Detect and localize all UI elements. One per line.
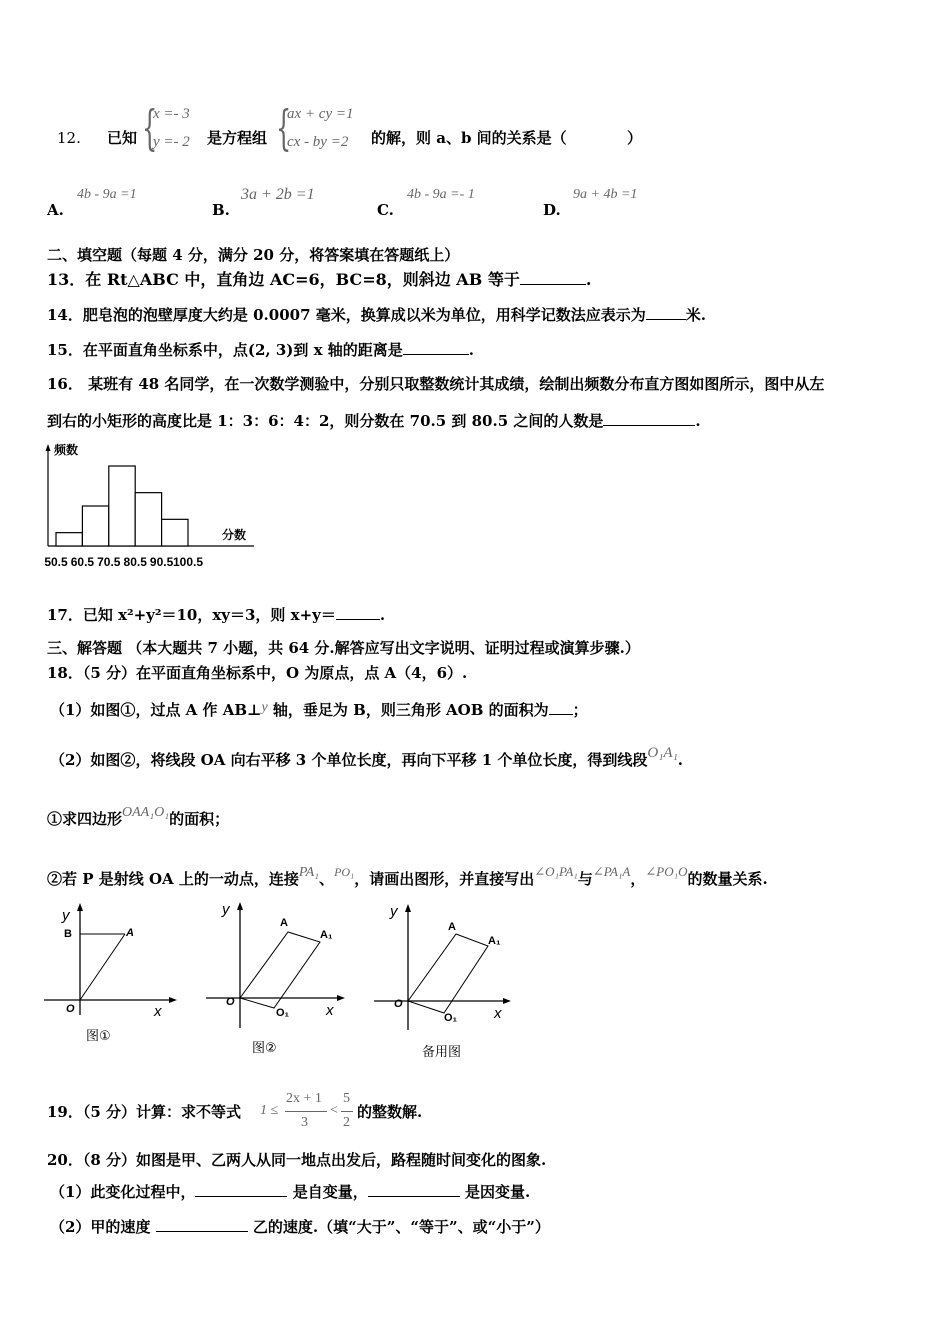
- histogram-chart: [30, 436, 270, 576]
- x-tick-label: 80.5: [123, 555, 147, 569]
- q18-c2-text-e: 的数量关系.: [687, 870, 768, 888]
- left-brace-2: {: [276, 100, 292, 156]
- histogram-bar: [135, 493, 161, 546]
- q20-p1-blank-2[interactable]: [368, 1182, 460, 1197]
- q18-p1-text-b: 轴，垂足为 B，则三角形 AOB 的面积为: [272, 701, 549, 719]
- q17-number: 17．: [47, 606, 83, 624]
- fig2-o1-label: O₁: [276, 1007, 290, 1019]
- q14-text: 肥皂泡的泡壁厚度大约是 0.0007 毫米，换算成以米为单位，用科学记数法应表示为: [82, 306, 646, 324]
- q12-number: 12.: [57, 129, 81, 147]
- q12-sys2-eq1: ax + cy =1: [287, 106, 354, 122]
- q12-pre: 已知: [107, 129, 138, 147]
- q16-line-1: 16． 某班有 48 名同学，在一次数学测验中，分别只取整数统计其成绩，绘制出频数分布直方图如图所示，图中从左: [47, 375, 825, 393]
- q18-c2-angle-2: ∠PA₁A: [592, 864, 631, 879]
- q18-c2-po1: PO₁: [334, 865, 355, 879]
- q18-c2-angle-3: ∠PO₁O: [645, 864, 688, 879]
- fig1-b-label: B: [64, 928, 72, 940]
- q18-part-2: [50, 743, 683, 770]
- q13-end: .: [585, 270, 592, 289]
- q20-p2-text-b: 乙的速度.（填“大于”、“等于”、或“小于”）: [252, 1218, 550, 1236]
- fig3-caption: 备用图: [422, 1044, 462, 1059]
- y-axis-arrow: [46, 444, 51, 451]
- fig3-a1-label: A₁: [488, 935, 501, 947]
- fig1-y-label: y: [62, 907, 70, 924]
- q12-close: ）: [627, 129, 643, 147]
- q12-post: 的解，则 a、b 间的关系是（: [371, 129, 567, 147]
- fig1-y-arrow: [77, 903, 83, 911]
- q19-fraction-bar-1: [285, 1111, 327, 1112]
- left-brace-1: {: [142, 100, 158, 156]
- q13-text: 在 Rt△ABC 中，直角边 AC=6，BC=8，则斜边 AB 等于: [85, 270, 520, 289]
- fig3-a-label: A: [448, 921, 456, 933]
- q19-fraction2-numerator: 5: [343, 1091, 350, 1106]
- option-d-label: D.: [543, 201, 561, 219]
- q18-p1-y: y: [261, 700, 268, 715]
- q19-fraction-numerator: 2x + 1: [286, 1091, 322, 1106]
- q19-fraction-bar-2: [341, 1111, 353, 1112]
- fig1-caption: 图①: [86, 1028, 111, 1043]
- q19-tail: 的整数解.: [357, 1103, 423, 1121]
- q16-end: .: [695, 412, 701, 430]
- q18-c1-quad: OAA₁O₁: [122, 805, 170, 820]
- fig1-x-arrow: [169, 997, 177, 1003]
- option-c-label: C.: [377, 201, 394, 219]
- q18-c2-text-d: ，: [630, 870, 646, 888]
- fig2-parallelogram: [240, 932, 320, 1008]
- fig2-o-label: O: [226, 996, 235, 1008]
- fig3-x-label: x: [494, 1005, 502, 1022]
- histogram-bar: [109, 466, 135, 546]
- figure-1: [40, 900, 185, 1050]
- q16-line-2-text: 到右的小矩形的高度比是 1：3：6：4：2，则分数在 70.5 到 80.5 之间的人数是: [47, 412, 604, 430]
- q17-answer-blank[interactable]: [336, 605, 380, 620]
- fig1-a-label: A: [126, 927, 134, 939]
- q17: [47, 605, 385, 625]
- q20-p1-text-c: 是因变量.: [464, 1183, 531, 1201]
- q20-p1-text-a: （1）此变化过程中，: [50, 1183, 196, 1201]
- q14-answer-blank[interactable]: [646, 305, 686, 320]
- q20-p1-blank-1[interactable]: [195, 1182, 287, 1197]
- q18-p1-end: ；: [572, 701, 588, 719]
- q13-number: 13．: [47, 270, 86, 289]
- q18-c2-sep: 、: [319, 870, 335, 888]
- q15-text: 在平面直角坐标系中，点(2, 3)到 x 轴的距离是: [82, 341, 403, 359]
- q18-c2-pa1: PA₁: [298, 865, 320, 880]
- x-tick-label: 100.5: [172, 555, 204, 569]
- q13-answer-blank[interactable]: [520, 270, 586, 285]
- fig3-y-arrow: [405, 904, 411, 912]
- histogram-bar: [56, 533, 82, 546]
- fig3-x-arrow: [503, 998, 511, 1004]
- q20-p2-text-a: （2）甲的速度: [50, 1218, 151, 1236]
- section-3-heading: 三、解答题 （本大题共 7 小题，共 64 分.解答应写出文字说明、证明过程或演算步骤.）: [47, 639, 640, 657]
- q18-p2-segment: O₁A₁: [647, 745, 678, 761]
- q18-part-1: [50, 698, 588, 720]
- q18-sub-2: [47, 862, 768, 889]
- q20-part-1: [50, 1182, 530, 1202]
- fig2-a1-label: A₁: [320, 929, 333, 941]
- q19-less-than: <: [330, 1103, 338, 1118]
- q14-end: 米.: [685, 306, 706, 324]
- x-tick-label: 70.5: [97, 555, 121, 569]
- q18-p2-end: .: [677, 751, 684, 769]
- section-2-heading: 二、填空题（每题 4 分，满分 20 分，将答案填在答题纸上）: [47, 246, 460, 264]
- q16-answer-blank[interactable]: [603, 411, 695, 426]
- fig2-a-label: A: [280, 917, 288, 929]
- q18-c2-text-b: ，请画出图形，并直接写出: [354, 870, 535, 888]
- figure-2: [200, 898, 350, 1058]
- y-axis-label: 频数: [54, 443, 79, 457]
- q18-p1-text-a: （1）如图①，过点 A 作 AB⊥: [50, 701, 262, 719]
- fig1-o-label: O: [66, 1003, 75, 1015]
- q12-sys1-eq1: x =- 3: [153, 106, 190, 122]
- histogram-bar: [162, 519, 188, 546]
- fig3-y-label: y: [390, 903, 398, 920]
- q20-p1-text-b: 是自变量，: [292, 1183, 368, 1201]
- fig3-o-label: O: [394, 998, 403, 1010]
- q20-p2-blank[interactable]: [156, 1217, 248, 1232]
- q18-c2-text-a: ②若 P 是射线 OA 上的一动点，连接: [47, 870, 299, 888]
- option-a-label: A.: [47, 201, 64, 219]
- q12-sys2-eq2: cx - by =2: [287, 134, 349, 150]
- q18-c1-text-b: 的面积；: [169, 810, 230, 828]
- q18-head: 18．（5 分）在平面直角坐标系中，O 为原点，点 A（4，6）.: [47, 664, 468, 682]
- q16-line-2: [47, 411, 701, 431]
- q17-end: .: [379, 606, 386, 624]
- fig2-y-arrow: [237, 902, 243, 910]
- q20-head: 20．（8 分）如图是甲、乙两人从同一地点出发后，路程随时间变化的图象.: [47, 1151, 547, 1169]
- fig1-segment-oa: [80, 934, 125, 1000]
- option-a-expr: 4b - 9a =1: [77, 187, 137, 202]
- q18-p1-answer-blank[interactable]: [549, 700, 573, 715]
- q12-sys1-eq2: y =- 2: [153, 134, 190, 150]
- fig3-o1-label: O₁: [444, 1012, 458, 1024]
- x-tick-label: 90.5: [149, 555, 174, 569]
- q20-part-2: [50, 1217, 550, 1237]
- option-b-label: B.: [212, 201, 230, 219]
- q15: [47, 340, 474, 360]
- q17-text: 已知 x²+y²＝10，xy＝3，则 x+y＝: [82, 606, 336, 624]
- fig2-x-label: x: [326, 1002, 334, 1019]
- figure-3: [368, 900, 518, 1065]
- q15-end: .: [468, 341, 475, 359]
- option-c-expr: 4b - 9a =- 1: [407, 187, 475, 202]
- q18-c2-angle-1: ∠O₁PA₁: [534, 864, 578, 879]
- option-b-expr: 3a + 2b =1: [241, 186, 315, 203]
- option-d-expr: 9a + 4b =1: [573, 187, 638, 202]
- q19-head: 19．（5 分）计算：求不等式: [47, 1103, 242, 1121]
- fig2-caption: 图②: [252, 1040, 277, 1055]
- fig1-x-label: x: [154, 1003, 162, 1020]
- q18-sub-1: [47, 803, 229, 829]
- q15-number: 15．: [47, 341, 83, 359]
- q18-c1-text-a: ①求四边形: [47, 810, 123, 828]
- q19-fraction-denominator: 3: [301, 1115, 308, 1130]
- q18-c2-text-c: 与: [577, 870, 593, 888]
- x-tick-label: 50.5: [44, 555, 68, 569]
- q18-p2-text: （2）如图②，将线段 OA 向右平移 3 个单位长度，再向下平移 1 个单位长度，得到线段: [50, 751, 648, 769]
- x-axis-label: 分数: [222, 528, 247, 542]
- q15-answer-blank[interactable]: [403, 340, 469, 355]
- q14-number: 14．: [47, 306, 83, 324]
- histogram-bar: [82, 506, 108, 546]
- q19-fraction2-denominator: 2: [343, 1115, 350, 1130]
- fig2-y-label: y: [222, 901, 230, 918]
- q19-one: 1 ≤: [260, 1103, 279, 1118]
- q12-mid: 是方程组: [207, 129, 268, 147]
- q14: [47, 305, 706, 325]
- q13: [47, 270, 591, 290]
- fig2-x-arrow: [337, 995, 345, 1001]
- x-tick-label: 60.5: [70, 555, 95, 569]
